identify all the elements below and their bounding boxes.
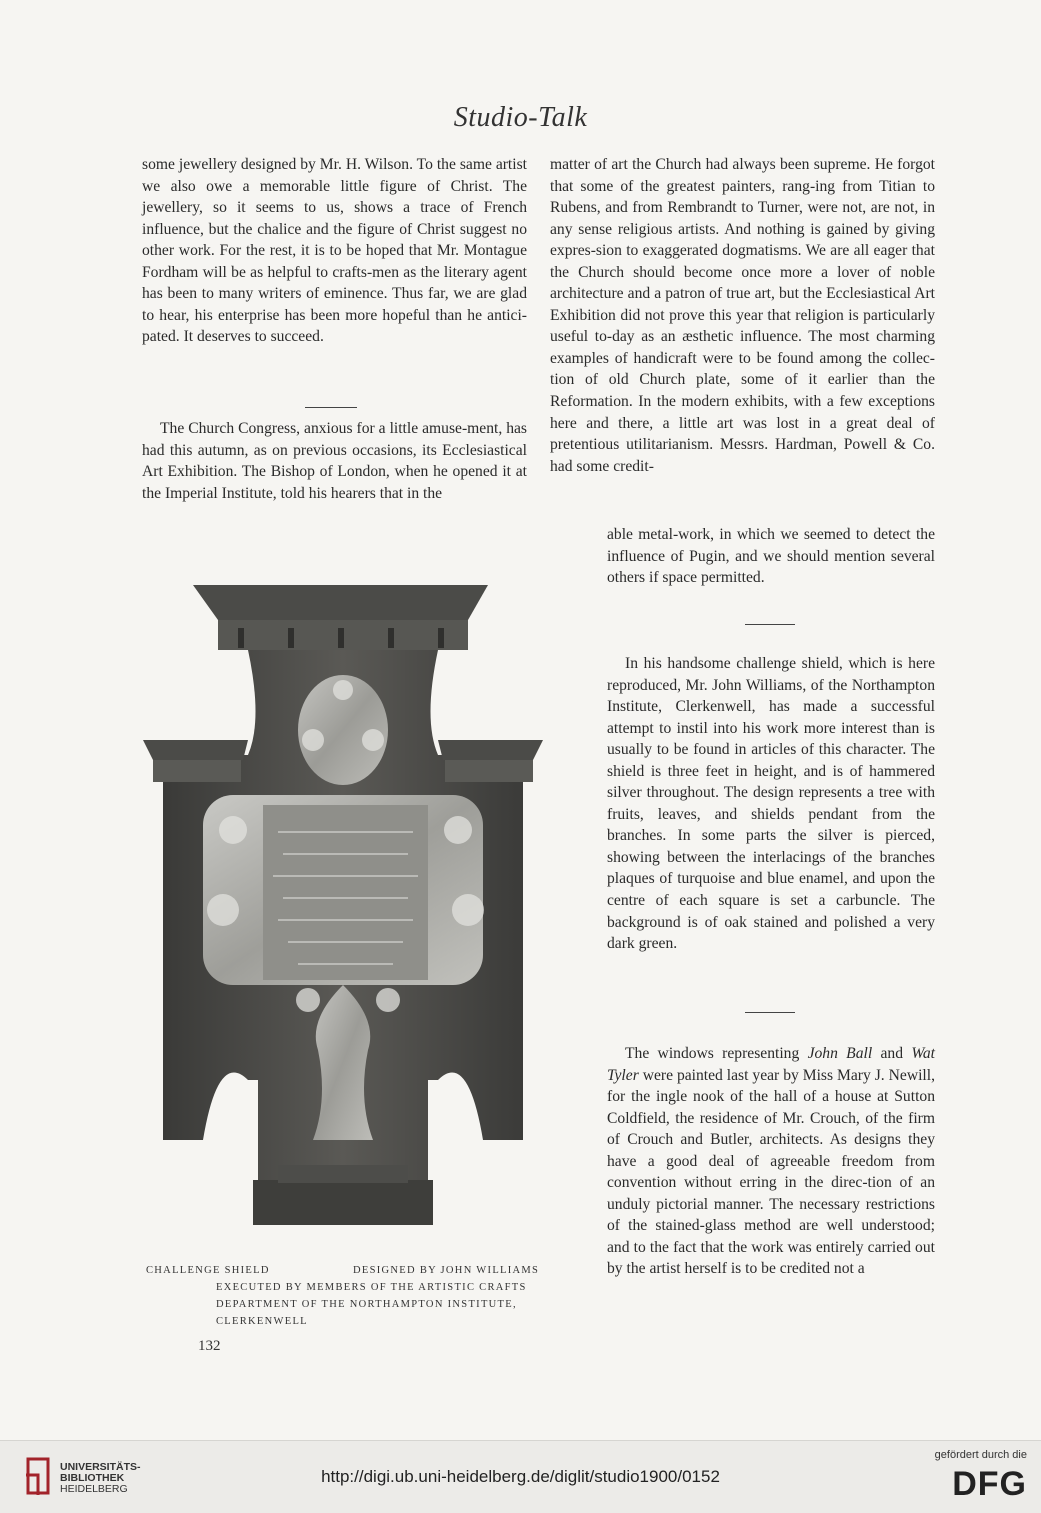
paragraph: The windows representing John Ball and Wat Tyler were painted last year by Miss Mary J. Newill, for the ingle nook of the hall of a house at Sutton Coldfield, the residence of Mr. Crouch, of the firm of Crouch and Butler, architects. As designs they have a good deal of agreeable freedom from convention without erring in the direc-tion of an unduly pictorial manner. The necessary restrictions of the stained-glass method are well understood; and to the fact that the work was entirely carried out by the artist herself is to be credited not a xyxy=(607,1045,935,1278)
figure-caption-label: CHALLENGE SHIELD xyxy=(146,1265,270,1276)
page-number: 132 xyxy=(198,1338,221,1354)
figure-caption-designer: DESIGNED BY JOHN WILLIAMS xyxy=(353,1265,540,1276)
dfg-logo: DFG xyxy=(952,1465,1027,1503)
left-column-mid xyxy=(142,418,527,504)
library-line: BIBLIOTHEK xyxy=(60,1472,125,1484)
page-header: Studio-Talk xyxy=(453,102,588,133)
section-divider xyxy=(745,1012,795,1013)
paragraph: matter of art the Church had always been supreme. He forgot that some of the greatest painters, rang-ing from Titian to Rubens, and from Rembrandt to Turner, were not, are not, in any sense religious artists. And nothing is gained by giving expres-sion to exaggerated dogmatisms. We are all eager that the Church should become once more a lover of noble architecture and a patron of true art, but the Ecclesiastical Art Exhibition did not prove this year that religion is particularly useful to-day as an æsthetic influence. The most charming examples of handicraft were to be found among the collec-tion of old Church plate, some of it earlier than the Reformation. In the modern exhibits, with a few exceptions here and there, a little art was lost in a great deal of pretentious utilitarianism. Messrs. Hardman, Powell & Co. had some credit- xyxy=(550,156,935,475)
paragraph: some jewellery designed by Mr. H. Wilson. To the same artist we also owe a memorable little figure of Christ. The jewellery, so it seems to us, shows a trace of French influence, but the chalice and the figure of Christ suggest no other work. For the rest, it is to be hoped that Mr. Montague Fordham will be as helpful to crafts-men as the literary agent has been to many writers of eminence. Thus far, we are glad to hear, his enterprise has been more hopeful than he antici-pated. It deserves to succeed. xyxy=(142,156,527,346)
right-column-narrow xyxy=(607,524,935,589)
paragraph: The Church Congress, anxious for a little amuse-ment, has had this autumn, as on previous occasions, its Ecclesiastical Art Exhibition. The Bishop of London, when he opened it at the Imperial Institute, told his hearers that in the xyxy=(142,420,527,502)
right-column-shield xyxy=(607,653,935,955)
paragraph: able metal-work, in which we seemed to detect the influence of Pugin, and we should mention several others if space permitted. xyxy=(607,526,935,587)
right-column-top xyxy=(550,154,935,477)
challenge-shield-photo xyxy=(138,580,548,1230)
source-url-link[interactable]: http://digi.ub.uni-heidelberg.de/diglit/studio1900/0152 xyxy=(321,1467,720,1486)
viewer-footer xyxy=(0,1440,1041,1513)
paragraph: In his handsome challenge shield, which is here reproduced, Mr. John Williams, of the Northampton Institute, Clerkenwell, has made a successful attempt to instil into his work more interest than is usually to be found in articles of this character. The shield is three feet in height, and is of hammered silver throughout. The design represents a tree with fruits, leaves, and shields pendant from the branches. In some parts the silver is pierced, showing between the interlacings of the branches plaques of turquoise and blue enamel, and upon the centre of each square is set a carbuncle. The background is of oak stained and polished a very dark green. xyxy=(607,655,935,953)
library-line: UNIVERSITÄTS- xyxy=(60,1461,141,1473)
library-line: HEIDELBERG xyxy=(60,1483,128,1495)
caption-line: DEPARTMENT OF THE NORTHAMPTON INSTITUTE, xyxy=(216,1299,517,1310)
section-divider xyxy=(745,624,795,625)
section-divider xyxy=(305,407,357,408)
funding-note: gefördert durch die xyxy=(934,1449,1027,1461)
figure-caption-executed xyxy=(216,1279,527,1330)
caption-line: EXECUTED BY MEMBERS OF THE ARTISTIC CRAFTS xyxy=(216,1282,527,1293)
right-column-windows xyxy=(607,1043,935,1280)
left-column-top xyxy=(142,154,527,348)
caption-line: CLERKENWELL xyxy=(216,1316,308,1327)
